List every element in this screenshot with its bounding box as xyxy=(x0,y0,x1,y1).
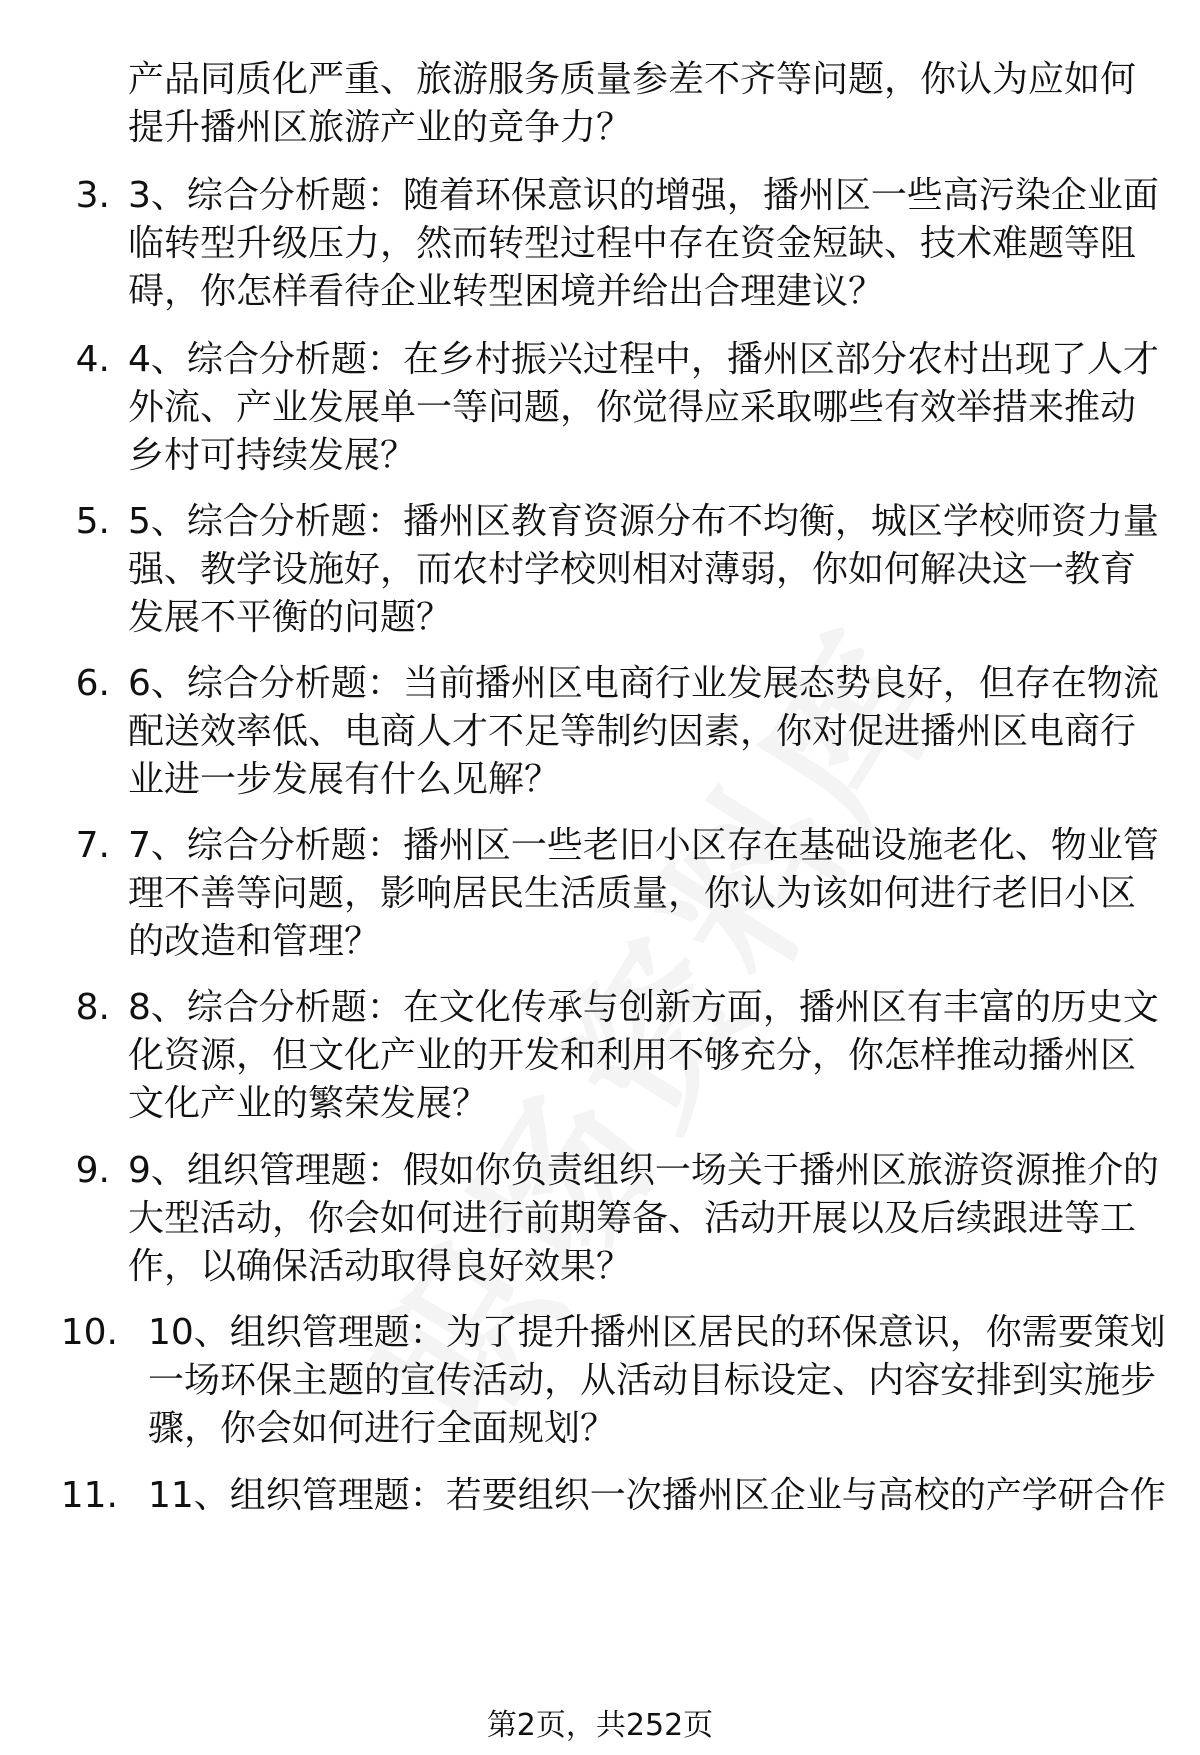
item-number: 4. xyxy=(75,339,110,380)
item-number: 9. xyxy=(75,1150,110,1191)
item-text: 4、综合分析题：在乡村振兴过程中，播州区部分农村出现了人才外流、产业发展单一等问题，你觉得应采取哪些有效举措来推动乡村可持续发展？ xyxy=(128,339,1159,476)
item-text: 5、综合分析题：播州区教育资源分布不均衡，城区学校师资力量强、教学设施好，而农村学校则相对薄弱，你如何解决这一教育发展不平衡的问题？ xyxy=(128,501,1159,638)
item-number: 5. xyxy=(75,501,110,542)
item-text: 7、综合分析题：播州区一些老旧小区存在基础设施老化、物业管理不善等问题，影响居民生活质量，你认为该如何进行老旧小区的改造和管理？ xyxy=(128,825,1159,962)
item-text: 3、综合分析题：随着环保意识的增强，播州区一些高污染企业面临转型升级压力，然而转型过程中存在资金短缺、技术难题等阻碍，你怎样看待企业转型困境并给出合理建议？ xyxy=(128,175,1159,312)
item-text: 11、组织管理题：若要组织一次播州区企业与高校的产学研合作 xyxy=(148,1475,1166,1516)
item-number: 8. xyxy=(75,987,110,1028)
item-number: 6. xyxy=(75,663,110,704)
item-text: 8、综合分析题：在文化传承与创新方面，播州区有丰富的历史文化资源，但文化产业的开发和利用不够充分，你怎样推动播州区文化产业的繁荣发展？ xyxy=(128,987,1159,1124)
continuation-text: 产品同质化严重、旅游服务质量参差不齐等问题，你认为应如何提升播州区旅游产业的竞争力？ xyxy=(128,59,1137,148)
item-number: 10. xyxy=(60,1312,118,1353)
item-text: 6、综合分析题：当前播州区电商行业发展态势良好，但存在物流配送效率低、电商人才不足等制约因素，你对促进播州区电商行业进一步发展有什么见解？ xyxy=(128,663,1159,800)
item-text: 10、组织管理题：为了提升播州区居民的环保意识，你需要策划一场环保主题的宣传活动，从活动目标设定、内容安排到实施步骤，你会如何进行全面规划？ xyxy=(148,1312,1166,1449)
item-number: 11. xyxy=(60,1475,118,1516)
item-number: 7. xyxy=(75,825,110,866)
item-text: 9、组织管理题：假如你负责组织一场关于播州区旅游资源推介的大型活动，你会如何进行前期筹备、活动开展以及后续跟进等工作，以确保活动取得良好效果？ xyxy=(128,1150,1159,1287)
item-number: 3. xyxy=(75,175,110,216)
page-footer: 第2页，共252页 xyxy=(486,1708,714,1743)
